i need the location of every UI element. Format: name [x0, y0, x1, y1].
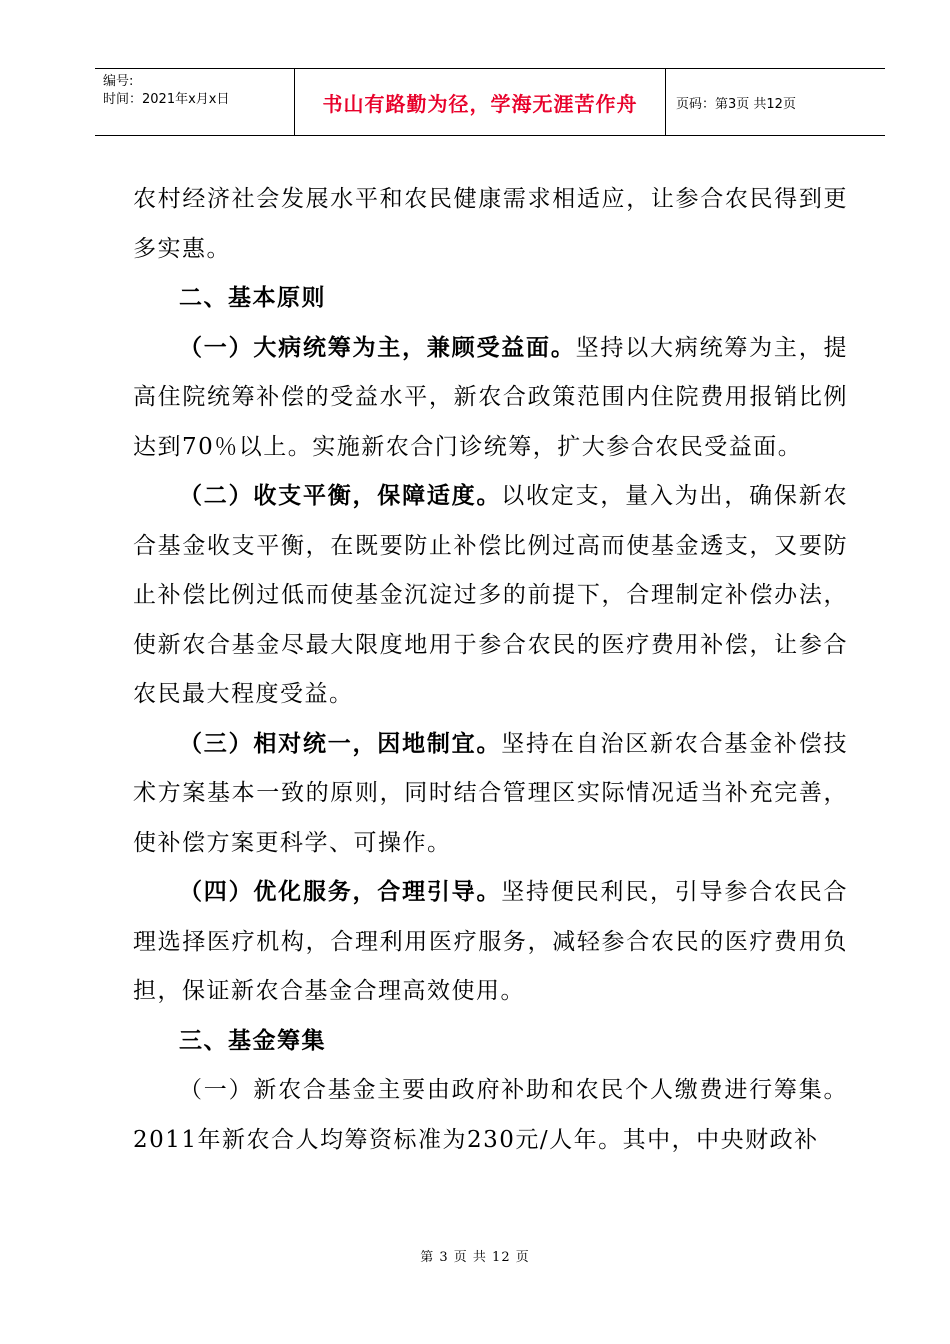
paragraph-principle-1: [133, 324, 848, 473]
principle-1-text: 坚持以大病统筹为主，提高住院统筹补偿的受益水平，新农合政策范围内住院费用报销比例达到70％以上。实施新农合门诊统筹，扩大参合农民受益面。: [133, 334, 849, 460]
principle-2-text: 以收定支，量入为出，确保新农合基金收支平衡，在既要防止补偿比例过高而使基金透支，又要防止补偿比例过低而使基金沉淀过多的前提下，合理制定补偿办法，使新农合基金尽最大限度地用于参合农民的医疗费用补偿，让参合农民最大程度受益。: [133, 483, 849, 707]
principle-1-title: （一）大病统筹为主，兼顾受益面。: [179, 334, 576, 361]
principle-3-text: 坚持在自治区新农合基金补偿技术方案基本一致的原则，同时结合管理区实际情况适当补充完善，使补偿方案更科学、可操作。: [133, 730, 849, 856]
document-number: 编号:: [103, 74, 134, 89]
principle-4-text: 坚持便民利民，引导参合农民合理选择医疗机构，合理利用医疗服务，减轻参合农民的医疗费用负担，保证新农合基金合理高效使用。: [133, 879, 849, 1004]
paragraph-fund-1: （一）新农合基金主要由政府补助和农民个人缴费进行筹集。2011年新农合人均筹资标准为230元/人年。其中，中央财政补: [133, 1077, 848, 1153]
section-heading-fund: 三、基金筹集: [179, 1027, 326, 1054]
header-meta: [95, 69, 295, 135]
paragraph-principle-4: [133, 868, 848, 1017]
document-time: 时间：2021年x月x日: [103, 92, 230, 107]
paragraph-intro: 农村经济社会发展水平和农民健康需求相适应，让参合农民得到更多实惠。: [133, 186, 848, 262]
principle-3-title: （三）相对统一，因地制宜。: [179, 730, 502, 757]
paragraph-principle-2: [133, 472, 848, 720]
paragraph-principle-3: [133, 720, 848, 869]
principle-4-title: （四）优化服务，合理引导。: [179, 879, 502, 905]
header-page-info: 页码：第3页 共12页: [676, 96, 796, 112]
section-heading-principles: 二、基本原则: [179, 285, 326, 311]
document-body: [133, 175, 848, 1165]
page-footer: 第 3 页 共 12 页: [420, 1250, 530, 1265]
header-motto: 书山有路勤为径，学海无涯苦作舟: [295, 69, 666, 135]
principle-2-title: （二）收支平衡，保障适度。: [179, 483, 502, 509]
page-header: [95, 68, 885, 136]
